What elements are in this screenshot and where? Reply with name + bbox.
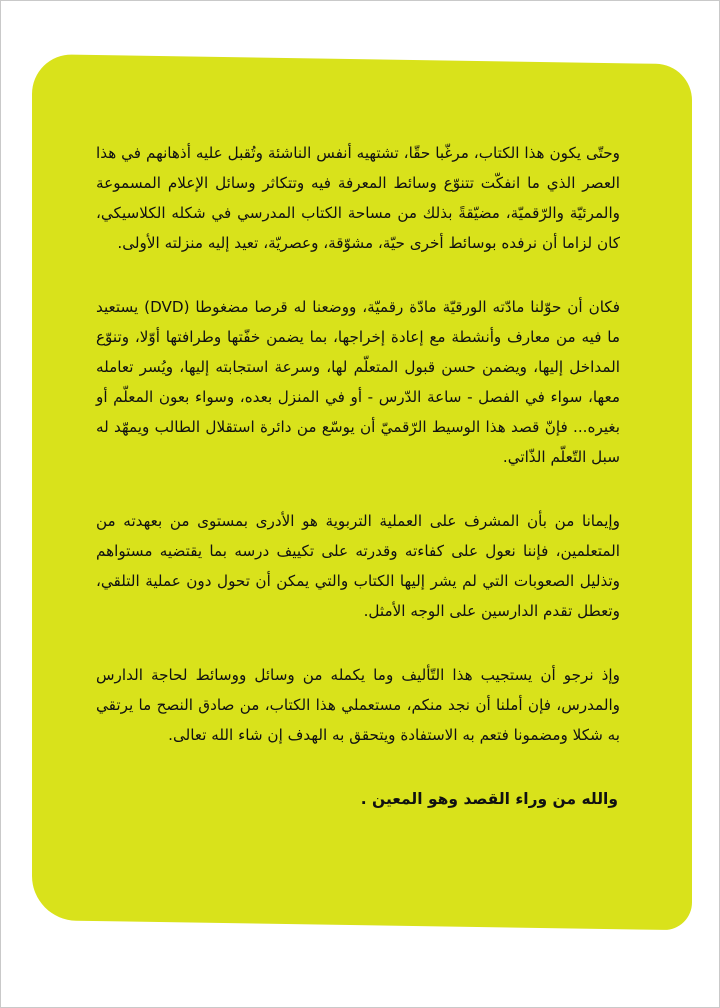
paragraph-4: وإذ نرجو أن يستجيب هذا التّأليف وما يكمله من وسائل ووسائط لحاجة الدارس والمدرس، فإن أملنا أن نجد منكم، مستعملي هذا الكتاب، من صادق النصح ما يرتقي به شكلا ومضمونا فتعم به الاستفادة ويتحقق به الهدف إن شاء الله تعالى. [96, 666, 620, 744]
paragraph-1: وحتّى يكون هذا الكتاب، مرغّبا حقّا، تشتهيه أنفس الناشئة وتُقبل عليه أذهانهم في هذا العصر الذي ما انفكّت تتنوّع وسائط المعرفة فيه وتتكاثر وسائل الإعلام المسموعة والمرئيّة والرّقميّة، مضيّقةً بذلك من مساحة الكتاب المدرسي في شكله الكلاسيكي، كان لزاما أن نرفده بوسائط أخرى حيّة، مشوّقة، وعصريّة، تعيد إليه منزلته الأولى. [96, 144, 620, 252]
page-content [96, 138, 620, 814]
closing-line: والله من وراء القصد وهو المعين . [360, 790, 618, 808]
paragraph-2: فكان أن حوّلنا مادّته الورقيّة مادّة رقميّة، ووضعنا له قرصا مضغوطا (DVD) يستعيد ما فيه من معارف وأنشطة مع إعادة إخراجها، بما يضمن خفّتها وطرافتها أوّلا، وتنوّع المداخل إليها، ويضمن حسن قبول المتعلّم لها، وسرعة استجابته إليها، ويُسر تعامله معها، سواء في الفصل - ساعة الدّرس - أو في المنزل بعده، وسواء بعون المعلّم أو بغيره... فإنّ قصد هذا الوسيط الرّقميّ أن يوسّع من دائرة استقلال الطالب ويمهّد له سبل التّعلّم الذّاتي. [96, 298, 620, 466]
paragraph-3: وإيمانا من بأن المشرف على العملية التربوية هو الأدرى بمستوى من بعهدته من المتعلمين، فإننا نعول على كفاءته وقدرته على تكييف درسه بما يقتضيه مستواهم وتذليل الصعوبات التي لم يشر إليها الكتاب والتي يمكن أن تحول دون عملية التلقي، وتعطل تقدم الدارسين على الوجه الأمثل. [96, 512, 620, 620]
